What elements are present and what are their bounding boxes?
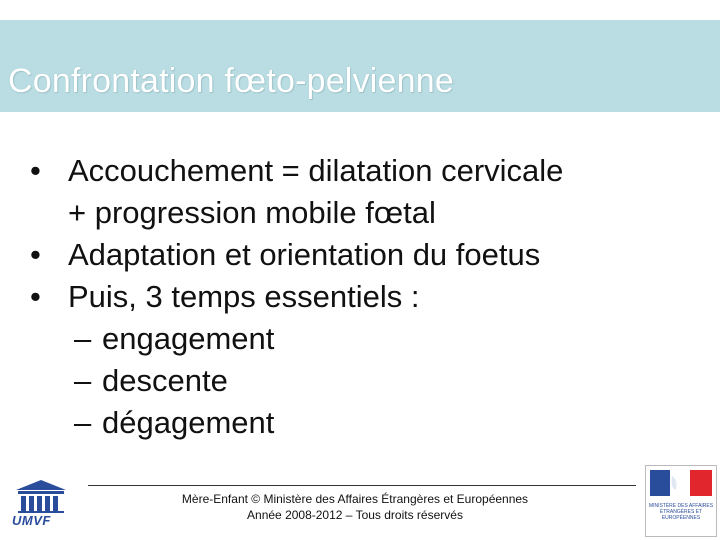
subbullet-text: engagement <box>102 321 275 356</box>
slide-title: Confrontation fœto-pelvienne <box>8 62 454 100</box>
subbullet-item <box>30 360 700 402</box>
footer-divider <box>88 485 636 486</box>
subbullet-item <box>30 402 700 444</box>
ministry-logo <box>645 465 717 537</box>
footer-text <box>120 491 590 523</box>
subbullet-marker: – <box>74 363 92 398</box>
bullet-list <box>30 150 700 444</box>
subbullet-text: descente <box>102 363 228 398</box>
bullet-text: + progression mobile fœtal <box>68 195 436 230</box>
bullet-text: Accouchement = dilatation cervicale <box>68 153 564 188</box>
umvf-logo-text: UMVF <box>12 513 51 528</box>
french-flag-icon <box>646 466 716 500</box>
footer-line-1: Mère-Enfant © Ministère des Affaires Étrangères et Européennes <box>181 492 529 506</box>
subbullet-marker: – <box>74 321 92 356</box>
bullet-item <box>30 234 700 276</box>
bullet-text: Puis, 3 temps essentiels : <box>68 279 420 314</box>
bullet-item <box>30 150 700 192</box>
subbullet-text: dégagement <box>102 405 275 440</box>
subbullet-marker: – <box>74 405 92 440</box>
ministry-logo-text: MINISTÈRE DES AFFAIRES ÉTRANGÈRES ET EUROPÉENNES <box>648 503 714 521</box>
bullet-marker: • <box>30 153 41 188</box>
footer-line-2: Année 2008-2012 – Tous droits réservés <box>247 508 463 522</box>
bullet-marker: • <box>30 237 41 272</box>
bullet-marker: • <box>30 279 41 314</box>
bullet-text: Adaptation et orientation du foetus <box>68 237 541 272</box>
subbullet-item <box>30 318 700 360</box>
bullet-item <box>30 192 700 234</box>
bullet-item <box>30 276 700 318</box>
